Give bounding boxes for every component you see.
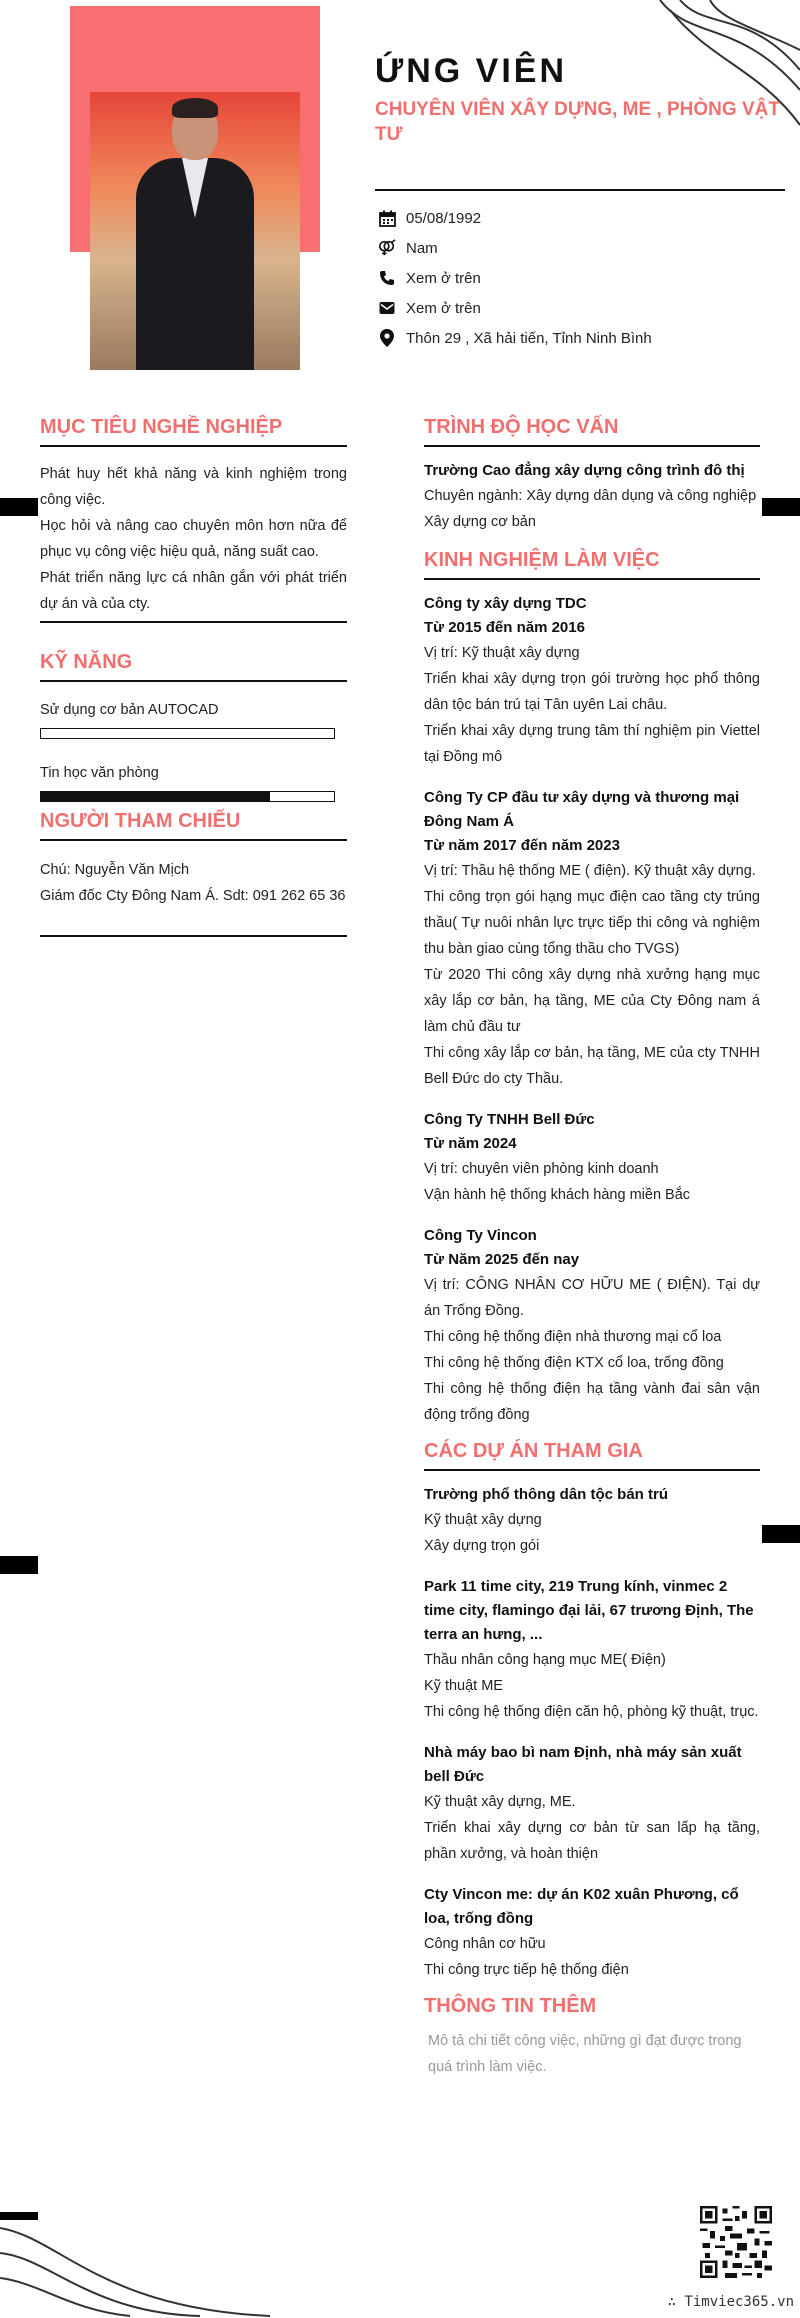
skill-bar-office <box>40 791 335 802</box>
email-icon <box>378 299 396 317</box>
header-divider <box>375 189 785 191</box>
experience-line: Vị trí: chuyên viên phòng kinh doanh <box>424 1161 659 1177</box>
projects-title: CÁC DỰ ÁN THAM GIA <box>424 1440 760 1471</box>
project-line: Thi công trực tiếp hệ thống điện <box>424 1962 629 1978</box>
additional-text: Mô tả chi tiết công việc, những gì đạt được trong quá trình làm việc. <box>428 2033 742 2075</box>
skill-fill <box>41 792 270 801</box>
project-line: Kỹ thuật xây dựng <box>424 1512 542 1528</box>
contact-info <box>378 203 788 353</box>
objective-line: Học hỏi và nâng cao chuyên môn hơn nữa để phục vụ công việc hiệu quả, năng suất cao. <box>40 518 347 560</box>
work-period: Từ năm 2017 đến năm 2023 <box>424 837 620 854</box>
project-item <box>424 1883 760 1983</box>
calendar-icon <box>378 209 396 227</box>
skill-name: Sử dụng cơ bản AUTOCAD <box>40 702 219 718</box>
experience-item <box>424 786 760 1092</box>
skills-section <box>40 702 347 802</box>
right-column <box>424 416 760 2080</box>
experience-section <box>424 592 760 1428</box>
project-line: Công nhân cơ hữu <box>424 1936 546 1952</box>
work-period: Từ năm 2024 <box>424 1135 517 1152</box>
company-name: Công Ty TNHH Bell Đức <box>424 1111 595 1128</box>
side-tab-right-2 <box>762 1525 800 1543</box>
references-text: Chú: Nguyễn Văn Mịch Giám đốc Cty Đông Nam Á. Sdt: 091 262 65 36 <box>40 862 346 904</box>
experience-item <box>424 592 760 770</box>
qr-code-icon <box>700 2206 772 2278</box>
objective-line: Phát triển năng lực cá nhân gắn với phát triển dự án và của cty. <box>40 570 347 612</box>
birthday-row <box>378 203 788 233</box>
experience-line: Thi công xây lắp cơ bản, hạ tầng, ME của cty TNHH Bell Đức do cty Thầu. <box>424 1045 760 1087</box>
project-line: Thi công hệ thống điện căn hộ, phòng kỹ thuật, trục. <box>424 1704 759 1720</box>
phone-icon <box>378 269 396 287</box>
left-column <box>40 416 347 937</box>
project-name: Trường phổ thông dân tộc bán trú <box>424 1486 668 1503</box>
additional-title: THÔNG TIN THÊM <box>424 1995 597 2017</box>
site-watermark: ∴ Timviec365.vn <box>667 2294 794 2310</box>
school-name: Trường Cao đẳng xây dựng công trình đô thị <box>424 462 745 479</box>
experience-line: Vị trí: CÔNG NHÂN CƠ HỮU ME ( ĐIỆN). Tại dự án Trống Đồng. <box>424 1277 760 1319</box>
job-title: CHUYÊN VIÊN XÂY DỰNG, ME , PHÒNG VẬT TƯ <box>375 99 780 145</box>
avatar-photo <box>90 92 300 370</box>
objective-section <box>40 461 347 623</box>
project-item <box>424 1741 760 1867</box>
experience-line: Vị trí: Kỹ thuật xây dựng <box>424 645 580 661</box>
experience-line: Thi công hệ thống điện hạ tầng vành đai sân vận động trống đồng <box>424 1381 760 1423</box>
candidate-name: ỨNG VIÊN <box>375 52 568 90</box>
decorative-curves-bottom <box>0 2198 270 2318</box>
projects-section <box>424 1483 760 1983</box>
experience-title: KINH NGHIỆM LÀM VIỆC <box>424 549 760 580</box>
gender-row <box>378 233 788 263</box>
side-tab-left <box>0 498 38 516</box>
email-value: Xem ở trên <box>406 299 481 317</box>
project-name: Cty Vincon me: dự án K02 xuân Phương, cổ loa, trống đồng <box>424 1886 739 1927</box>
objective-title: MỤC TIÊU NGHỀ NGHIỆP <box>40 416 347 447</box>
side-tab-right <box>762 498 800 516</box>
gender-icon <box>378 239 396 257</box>
education-title: TRÌNH ĐỘ HỌC VẤN <box>424 416 760 447</box>
address-row <box>378 323 788 353</box>
skill-name: Tin học văn phòng <box>40 765 159 781</box>
project-line: Kỹ thuật ME <box>424 1678 503 1694</box>
experience-line: Triển khai xây dựng trung tâm thí nghiệm pin Viettel tại Đồng mô <box>424 723 760 765</box>
experience-line: Thi công hệ thống điện nhà thương mại cổ loa <box>424 1329 722 1345</box>
gender-value: Nam <box>406 239 438 257</box>
skill-bar-autocad <box>40 728 335 739</box>
experience-line: Triển khai xây dựng trọn gói trường học phổ thông dân tộc bán trú tại Tân uyên Lai châu. <box>424 671 760 713</box>
experience-line: Thi công hệ thống điện KTX cổ loa, trống đồng <box>424 1355 724 1371</box>
location-pin-icon <box>378 329 396 347</box>
project-name: Nhà máy bao bì nam Định, nhà máy sản xuất bell Đức <box>424 1744 742 1785</box>
birthday-value: 05/08/1992 <box>406 209 482 227</box>
education-line: Chuyên ngành: Xây dựng dân dụng và công nghiệp <box>424 488 757 504</box>
project-line: Kỹ thuật xây dựng, ME. <box>424 1794 576 1810</box>
references-title: NGƯỜI THAM CHIẾU <box>40 810 347 841</box>
skills-title: KỸ NĂNG <box>40 651 347 682</box>
references-section <box>40 857 347 937</box>
experience-item <box>424 1108 760 1208</box>
company-name: Công ty xây dựng TDC <box>424 595 587 612</box>
project-item <box>424 1575 760 1725</box>
side-tab-left-2 <box>0 1556 38 1574</box>
experience-line: Vận hành hệ thống khách hàng miền Bắc <box>424 1187 691 1203</box>
project-name: Park 11 time city, 219 Trung kính, vinmec 2 time city, flamingo đại lải, 67 trương Định, The terra an hưng, ... <box>424 1578 754 1643</box>
work-period: Từ 2015 đến năm 2016 <box>424 619 585 636</box>
education-section <box>424 459 760 535</box>
experience-line: Từ 2020 Thi công xây dựng nhà xưởng hạng mục xây lắp cơ bản, hạ tầng, ME của Cty Đông nam á làm chủ đầu tư <box>424 967 760 1035</box>
address-value: Thôn 29 , Xã hải tiến, Tỉnh Ninh Bình <box>406 329 652 347</box>
project-item <box>424 1483 760 1559</box>
email-row <box>378 293 788 323</box>
phone-row <box>378 263 788 293</box>
project-line: Xây dựng trọn gói <box>424 1538 540 1554</box>
company-name: Công Ty Vincon <box>424 1227 537 1244</box>
experience-line: Vị trí: Thầu hệ thống ME ( điện). Kỹ thuật xây dựng. <box>424 863 756 879</box>
experience-line: Thi công trọn gói hạng mục điện cao tầng cty trúng thầu( Tự nuôi nhân lực trực tiếp thi công và nghiệm thu bàn giao cùng tổng thầu cho TVGS) <box>424 889 760 957</box>
company-name: Công Ty CP đầu tư xây dựng và thương mại Đông Nam Á <box>424 789 740 830</box>
work-period: Từ Năm 2025 đến nay <box>424 1251 580 1268</box>
experience-item <box>424 1224 760 1428</box>
education-line: Xây dựng cơ bản <box>424 514 536 530</box>
project-line: Thầu nhân công hạng mục ME( Điện) <box>424 1652 666 1668</box>
project-line: Triển khai xây dựng cơ bản từ san lấp hạ tầng, phần xưởng, và hoàn thiện <box>424 1820 760 1862</box>
objective-line: Phát huy hết khả năng và kinh nghiệm trong công việc. <box>40 466 347 508</box>
phone-value: Xem ở trên <box>406 269 481 287</box>
